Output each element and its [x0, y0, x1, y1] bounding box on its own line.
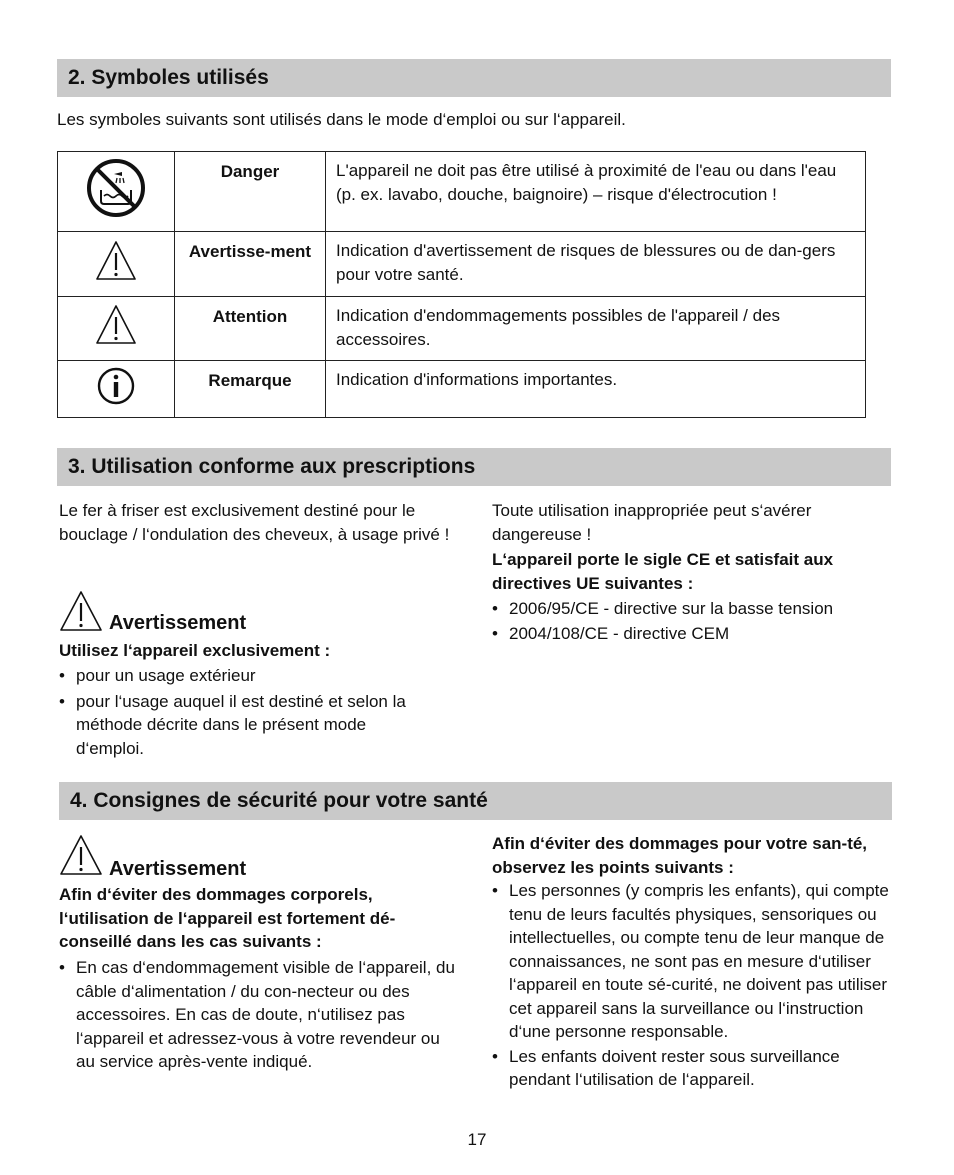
- section-3-right-bold: L‘appareil porte le sigle CE et satisfait aux directives UE suivantes :: [492, 550, 834, 593]
- section-3-left-paragraph: Le fer à friser est exclusivement destiné pour le bouclage / l‘ondulation des cheveux, à usage privé !: [59, 501, 450, 544]
- warning-heading: Avertissement: [109, 612, 247, 634]
- section-4-heading: 4. Consignes de sécurité pour votre santé: [59, 782, 892, 820]
- table-row: [58, 152, 866, 232]
- section-2-intro: Les symboles suivants sont utilisés dans le mode d‘emploi ou sur l‘appareil.: [57, 110, 626, 129]
- desc-remarque: Indication d'informations importantes.: [326, 361, 866, 418]
- label-attention: Attention: [175, 297, 326, 361]
- page-number: 17: [467, 1130, 487, 1149]
- caution-triangle-icon: [58, 297, 175, 361]
- info-icon: [58, 361, 175, 418]
- desc-danger: L'appareil ne doit pas être utilisé à proximité de l'eau ou dans l'eau (p. ex. lavabo, douche, baignoire) – risque d'électrocution !: [326, 152, 866, 232]
- warning-heading: Avertissement: [109, 858, 247, 880]
- table-row: [58, 232, 866, 297]
- list-item: • pour l‘usage auquel il est destiné et selon la méthode décrite dans le présent mode d‘emploi.: [59, 690, 429, 761]
- table-row: [58, 361, 866, 418]
- section-3-heading: 3. Utilisation conforme aux prescriptions: [57, 448, 891, 486]
- section-4-right-bold: Afin d‘éviter des dommages pour votre san-té, observez les points suivants :: [492, 834, 868, 877]
- label-danger: Danger: [175, 152, 326, 232]
- list-item: • 2004/108/CE - directive CEM: [492, 622, 892, 646]
- section-2-heading: 2. Symboles utilisés: [57, 59, 891, 97]
- warning-triangle-icon: [59, 834, 103, 876]
- label-avertissement: Avertisse-ment: [175, 232, 326, 297]
- desc-avertissement: Indication d'avertissement de risques de blessures ou de dan-gers pour votre santé.: [326, 232, 866, 297]
- section-4-left-bold: Afin d‘éviter des dommages corporels, l‘utilisation de l‘appareil est fortement dé-conseillé dans les cas suivants :: [59, 885, 396, 951]
- list-item: • Les enfants doivent rester sous surveillance pendant l‘utilisation de l‘appareil.: [492, 1045, 898, 1092]
- section-3-warning: [59, 590, 459, 636]
- section-3-right-paragraph: Toute utilisation inappropriée peut s‘avérer dangereuse !: [492, 501, 812, 544]
- desc-attention: Indication d'endommagements possibles de l'appareil / des accessoires.: [326, 297, 866, 361]
- warning-triangle-icon: [58, 232, 175, 297]
- section-3-warning-list: [59, 664, 429, 760]
- list-item: • En cas d‘endommagement visible de l‘appareil, du câble d‘alimentation / du con-necteur ou des accessoires. En cas de doute, n‘utilisez pas l‘appareil et adressez-vous à votre revendeur ou au service après-vente indiqué.: [59, 956, 459, 1074]
- section-4-right-list: [492, 879, 898, 1092]
- label-remarque: Remarque: [175, 361, 326, 418]
- section-3-directives-list: [492, 597, 892, 645]
- list-item: • Les personnes (y compris les enfants), qui compte tenu de leurs facultés physiques, sensoriques ou intellectuelles, ou compte tenu de leur manque de connaissances, ne sont pas en mesure d‘utiliser l‘appareil en toute sé-curité, ne doivent pas utiliser cet appareil sans la surveillance ou l‘instruction d‘une personne responsable.: [492, 879, 898, 1044]
- section-4-warning: [59, 834, 459, 880]
- warning-triangle-icon: [59, 590, 103, 632]
- list-item: • pour un usage extérieur: [59, 664, 429, 688]
- section-3-warning-bold: Utilisez l‘appareil exclusivement :: [59, 641, 331, 660]
- section-4-left-list: [59, 956, 459, 1074]
- no-water-danger-icon: [58, 152, 175, 232]
- symbols-table: [57, 151, 866, 418]
- list-item: • 2006/95/CE - directive sur la basse tension: [492, 597, 892, 621]
- table-row: [58, 297, 866, 361]
